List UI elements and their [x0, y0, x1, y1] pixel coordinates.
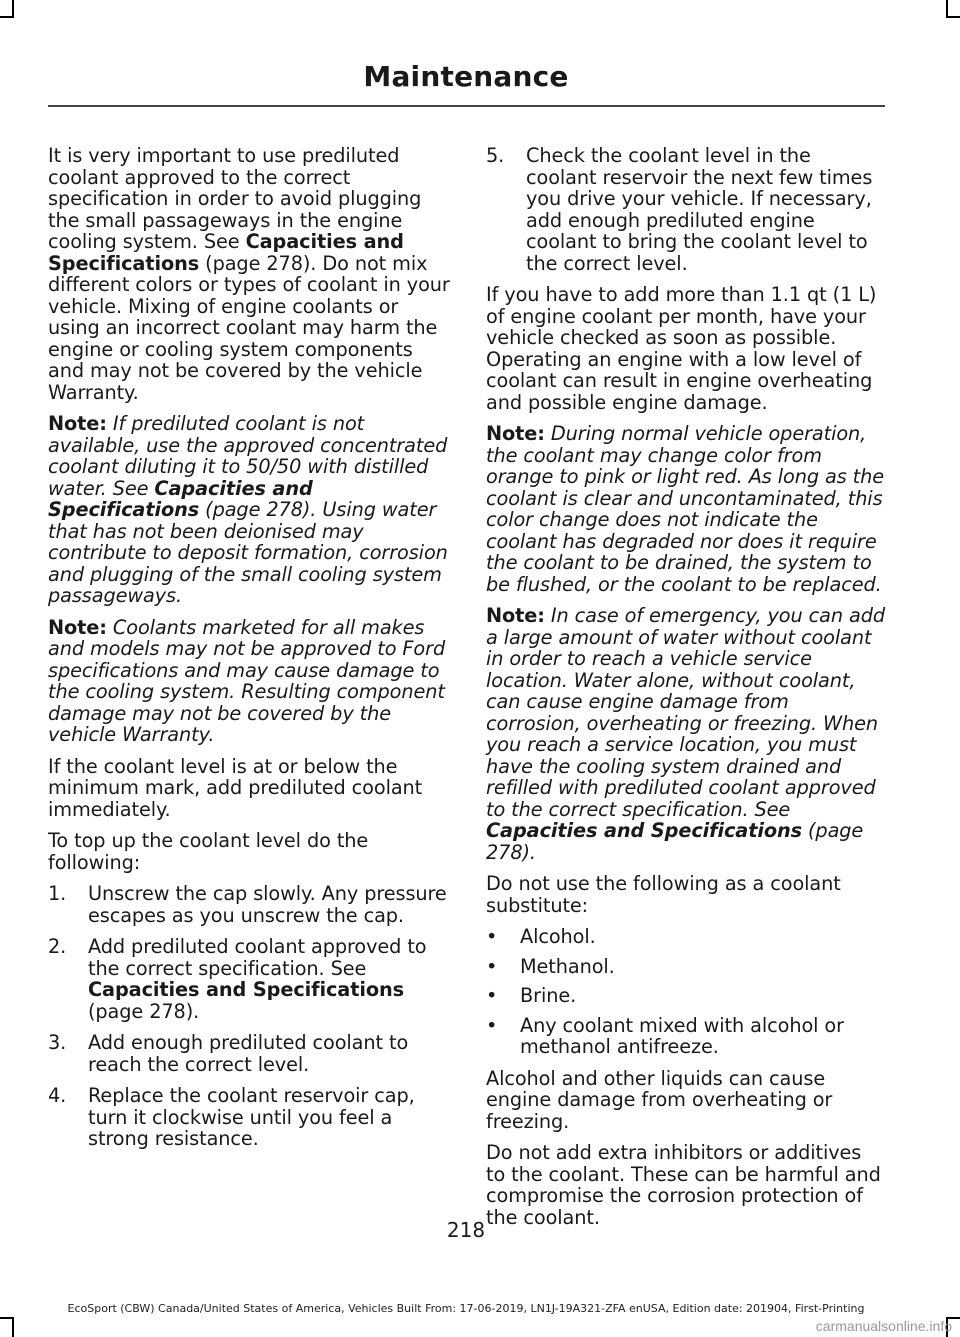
- footer-text: EcoSport (CBW) Canada/United States of America, Vehicles Built From: 17-06-2019, LN1J-19A321-ZFA enUSA, Edition date: 201904, First-Printing: [67, 1302, 865, 1315]
- list-item: 3. Add enough prediluted coolant to reach the correct level.: [48, 1031, 409, 1076]
- list-item: • Brine.: [486, 984, 577, 1007]
- list-item: • Alcohol.: [486, 925, 596, 948]
- bullet-icon: •: [486, 984, 498, 1007]
- page-number: 218: [446, 1218, 486, 1242]
- crop-mark: [0, 16, 14, 18]
- list-item: 4. Replace the coolant reservoir cap, turn it clockwise until you feel a strong resistance.: [48, 1084, 415, 1150]
- bullet-icon: •: [486, 925, 498, 948]
- page-title: Maintenance: [363, 60, 569, 93]
- watermark: carmanualsonline.info: [815, 1318, 952, 1334]
- note-label: Note:: [486, 422, 545, 445]
- paragraph: Do not add extra inhibitors or additives to the coolant. These can be harmful and compromise the corrosion protection of the coolant.: [486, 1141, 881, 1229]
- list-item: • Any coolant mixed with alcohol or methanol antifreeze.: [486, 1013, 844, 1058]
- crop-mark: [12, 1319, 14, 1337]
- list-item: 2. Add prediluted coolant approved to the correct specification. See Capacities and Specifications (page 278).: [48, 935, 427, 1023]
- paragraph: Alcohol and other liquids can cause engine damage from overheating or freezing.: [486, 1066, 833, 1133]
- list-item: 1. Unscrew the cap slowly. Any pressure escapes as you unscrew the cap.: [48, 882, 447, 927]
- cross-reference-link[interactable]: Capacities and Specifications: [88, 978, 404, 1001]
- paragraph: Do not use the following as a coolant substitute:: [486, 872, 841, 917]
- note: Note: If prediluted coolant is not available, use the approved concentrated coolant diluting it to 50/50 with distilled water. See Capacities and Specifications (page 278). Using water that has not been deionised may contribute to deposit formation, corrosion and plugging of the small cooling system passageways.: [48, 412, 448, 607]
- crop-mark: [946, 16, 960, 18]
- paragraph: If the coolant level is at or below the minimum mark, add prediluted coolant immediately.: [48, 754, 423, 821]
- cross-reference-link[interactable]: Capacities and Specifications: [48, 476, 313, 521]
- right-column: [486, 145, 886, 1238]
- note-label: Note:: [48, 615, 107, 639]
- left-column: [48, 145, 450, 1160]
- header-divider: [48, 105, 885, 107]
- note: Note: Coolants marketed for all makes and models may not be approved to Ford specifications and may cause damage to the cooling system. Resulting component damage may not be covered by the vehicle Warranty.: [48, 615, 446, 746]
- list-item: • Methanol.: [486, 954, 615, 978]
- list-item: 5. Check the coolant level in the coolant reservoir the next few times you drive your vehicle. If necessary, add enough prediluted engine coolant to bring the coolant level to the correct level.: [486, 144, 873, 275]
- note-label: Note:: [486, 604, 545, 627]
- paragraph: To top up the coolant level do the following:: [48, 829, 369, 874]
- cross-reference-link[interactable]: Capacities and Specifications: [486, 819, 802, 842]
- bullet-icon: •: [486, 954, 498, 978]
- note: Note: During normal vehicle operation, the coolant may change color from orange to pink or light red. As long as the coolant is clear and uncontaminated, this color change does not indicate the coolant has degraded nor does it require the coolant to be drained, the system to be flushed, or the coolant to be replaced.: [486, 422, 885, 596]
- note-label: Note:: [48, 412, 107, 435]
- bullet-icon: •: [486, 1013, 498, 1037]
- crop-mark: [0, 1317, 14, 1319]
- cross-reference-link[interactable]: Capacities and Specifications: [48, 230, 404, 275]
- paragraph: It is very important to use prediluted coolant approved to the correct specification in order to avoid plugging the small passageways in the engine cooling system. See Capacities and Specifications (page 278). Do not mix different colors or types of coolant in your vehicle. Mixing of engine coolants or using an incorrect coolant may harm the engine or cooling system components and may not be covered by the vehicle Warranty.: [48, 144, 450, 404]
- paragraph: If you have to add more than 1.1 qt (1 L) of engine coolant per month, have your vehicle checked as soon as possible. Operating an engine with a low level of coolant can result in engine overheating and possible engine damage.: [486, 283, 877, 414]
- note: Note: In case of emergency, you can add a large amount of water without coolant in order to reach a vehicle service location. Water alone, without coolant, can cause engine damage from corrosion, overheating or freezing. When you reach a service location, you must have the cooling system drained and refilled with prediluted coolant approved to the correct specification. See Capacities and Specifications (page 278).: [486, 604, 885, 864]
